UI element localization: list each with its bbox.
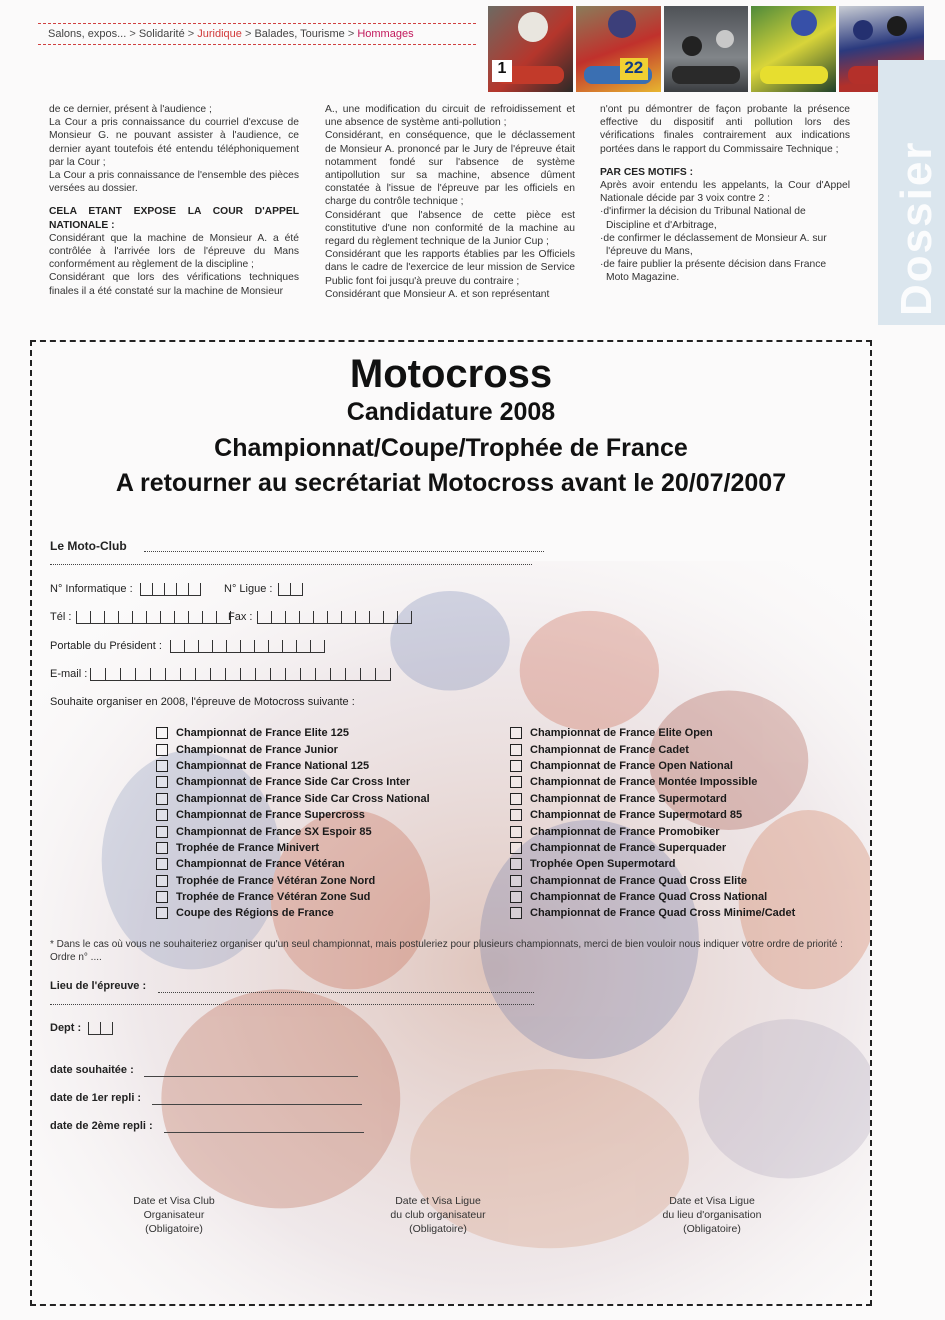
checkbox[interactable]	[510, 809, 522, 821]
num-ligue-field[interactable]	[278, 583, 303, 596]
checkbox[interactable]	[156, 907, 168, 919]
article-paragraph: Considérant que l'absence de cette pièce est constitutive d'une non conformité de la machine au regard du règlement technique de la Junior Cup ;	[325, 209, 575, 248]
option-veteran-nord[interactable]	[156, 873, 430, 889]
article-paragraph: Considérant que lors des vérifications techniques finales il a été constaté sur la machine de Monsieur	[49, 272, 299, 297]
section-side-tab	[878, 60, 945, 325]
checkbox[interactable]	[156, 842, 168, 854]
date-repli2-field[interactable]	[164, 1132, 364, 1133]
photo-strip	[488, 6, 924, 92]
motocross-photo	[488, 6, 573, 92]
portable-president-field[interactable]	[170, 640, 325, 653]
option-junior[interactable]	[156, 741, 430, 757]
num-ligue-label: N° Ligue :	[224, 583, 273, 595]
decision-list	[600, 205, 850, 284]
option-supercross[interactable]	[156, 807, 430, 823]
checkbox[interactable]	[510, 858, 522, 870]
option-veteran-sud[interactable]	[156, 889, 430, 905]
article-heading: CELA ETANT EXPOSE LA COUR D'APPEL NATIONALE :	[49, 206, 299, 231]
article-paragraph: Considérant que Monsieur A. et son représentant	[325, 288, 550, 300]
checkbox[interactable]	[156, 891, 168, 903]
form-title: Motocross	[349, 352, 553, 396]
option-veteran[interactable]	[156, 856, 430, 872]
option-label: Championnat de France National 125	[176, 759, 370, 772]
checkbox[interactable]	[156, 809, 168, 821]
checkbox[interactable]	[156, 793, 168, 805]
race-number-plate: 1	[492, 60, 512, 82]
moto-club-field-line2[interactable]	[50, 564, 532, 565]
option-label: Championnat de France Elite 125	[176, 727, 349, 740]
event-options-left	[156, 725, 430, 922]
lieu-epreuve-label: Lieu de l'épreuve :	[50, 980, 147, 992]
checkbox[interactable]	[510, 727, 522, 739]
option-label: Coupe des Régions de France	[176, 907, 334, 920]
article-column-1	[49, 103, 299, 298]
checkbox[interactable]	[156, 875, 168, 887]
portable-president-label: Portable du Président :	[50, 640, 162, 652]
option-quad-national[interactable]	[510, 889, 795, 905]
signature-line: (Obligatoire)	[683, 1223, 741, 1235]
option-national-125[interactable]	[156, 758, 430, 774]
article-column-2	[325, 103, 575, 301]
date-souhaitee-field[interactable]	[144, 1076, 358, 1077]
checkbox[interactable]	[510, 891, 522, 903]
breadcrumb-separator: >	[244, 28, 252, 40]
signature-line: Date et Visa Club	[133, 1195, 215, 1207]
checkbox[interactable]	[156, 760, 168, 772]
article-paragraph: La Cour a pris connaissance de l'ensemble des pièces versées au dossier.	[49, 170, 299, 195]
breadcrumb-item-hommages[interactable]: Hommages	[357, 28, 414, 40]
checkbox[interactable]	[156, 858, 168, 870]
option-label: Championnat de France Quad Cross National	[530, 891, 768, 904]
checkbox[interactable]	[510, 907, 522, 919]
date-repli1-label: date de 1er repli :	[50, 1092, 142, 1104]
email-label: E-mail :	[50, 668, 88, 680]
option-label: Championnat de France Promobiker	[530, 825, 720, 838]
option-quad-minime-cadet[interactable]	[510, 905, 795, 921]
tel-field[interactable]	[76, 611, 231, 624]
lieu-epreuve-field-line2[interactable]	[50, 1004, 534, 1005]
decision-item: ·d'infirmer la décision du Tribunal National de Discipline et d'Arbitrage,	[600, 206, 806, 231]
checkbox[interactable]	[510, 776, 522, 788]
form-heading-competition: Championnat/Coupe/Trophée de France	[214, 434, 688, 462]
article-heading: PAR CES MOTIFS :	[600, 166, 694, 178]
option-cadet[interactable]	[510, 741, 795, 757]
option-label: Championnat de France Quad Cross Minime/Cadet	[530, 907, 796, 920]
option-minivert[interactable]	[156, 840, 430, 856]
num-informatique-field[interactable]	[140, 583, 201, 596]
option-side-car-national[interactable]	[156, 791, 430, 807]
fax-label: Fax :	[228, 611, 253, 623]
option-label: Trophée de France Vétéran Zone Sud	[176, 891, 371, 904]
option-label: Trophée de France Minivert	[176, 841, 320, 854]
checkbox[interactable]	[156, 744, 168, 756]
dept-label: Dept :	[50, 1022, 82, 1034]
article-paragraph: La Cour a pris connaissance du courriel d'excuse de Monsieur G. ne pouvant assister à l'audience, ce dernier ayant toutefois été entendu téléphoniquement par la Cour ;	[49, 117, 299, 168]
article-paragraph: de ce dernier, présent à l'audience ;	[49, 104, 212, 115]
option-superquader[interactable]	[510, 840, 795, 856]
date-repli1-field[interactable]	[152, 1104, 362, 1105]
option-side-car-inter[interactable]	[156, 774, 430, 790]
motocross-photo	[751, 6, 836, 92]
option-label: Championnat de France Side Car Cross Inter	[176, 776, 411, 789]
dept-field[interactable]	[88, 1022, 113, 1035]
priority-note: * Dans le cas où vous ne souhaiteriez organiser qu'un seul championnat, mais postuleriez pour plusieurs championnats, merci de bien vouloir nous indiquer votre ordre de priorité : Ordre n° ....	[50, 939, 843, 963]
signature-line: du lieu d'organisation	[662, 1209, 762, 1221]
option-elite-125[interactable]	[156, 725, 430, 741]
option-promobiker[interactable]	[510, 823, 795, 839]
breadcrumb-separator: >	[129, 28, 136, 40]
option-label: Trophée Open Supermotard	[530, 858, 676, 871]
checkbox[interactable]	[156, 826, 168, 838]
signature-line: Date et Visa Ligue	[395, 1195, 481, 1207]
breadcrumb	[38, 23, 476, 45]
form-subtitle: Candidature 2008	[346, 398, 556, 426]
signature-ligue-lieu[interactable]	[622, 1194, 802, 1236]
checkbox[interactable]	[510, 760, 522, 772]
road-race-photo	[664, 6, 749, 92]
email-field[interactable]	[90, 668, 391, 681]
checkbox[interactable]	[156, 727, 168, 739]
article-paragraph: Considérant, en conséquence, que le déclassement de Monsieur A. prononcé par le Jury de l'épreuve était notamment fondé sur l'absence de système antipollution sur sa machine, absence dûment constatée à l'issue de l'épreuve par les officiels en charge du contrôle technique ;	[325, 130, 575, 208]
option-supermotard[interactable]	[510, 791, 795, 807]
option-open-supermotard[interactable]	[510, 856, 795, 872]
section-side-tab-label: Dossier	[892, 140, 941, 316]
breadcrumb-item-juridique[interactable]: Juridique	[197, 28, 242, 40]
option-label: Championnat de France Elite Open	[530, 727, 713, 740]
option-label: Championnat de France Junior	[176, 743, 338, 756]
signature-line: Organisateur	[143, 1209, 205, 1221]
option-sx-espoir-85[interactable]	[156, 823, 430, 839]
checkbox[interactable]	[156, 776, 168, 788]
decision-item: ·de faire publier la présente décision dans France Moto Magazine.	[600, 259, 827, 284]
option-label: Championnat de France Montée Impossible	[530, 776, 758, 789]
checkbox[interactable]	[510, 793, 522, 805]
date-repli2-label: date de 2ème repli :	[50, 1120, 153, 1132]
article-paragraph: Considérant que la machine de Monsieur A. a été contrôlée à l'arrivée lors de l'épreuve du Mans conformément au règlement de la discipline ;	[49, 232, 299, 271]
option-montee-impossible[interactable]	[510, 774, 795, 790]
option-label: Championnat de France Side Car Cross National	[176, 792, 430, 805]
option-open-national[interactable]	[510, 758, 795, 774]
option-label: Championnat de France Superquader	[530, 841, 727, 854]
date-souhaitee-label: date souhaitée :	[50, 1064, 134, 1076]
option-label: Championnat de France Vétéran	[176, 858, 345, 871]
option-label: Championnat de France Open National	[530, 759, 733, 772]
option-elite-open[interactable]	[510, 725, 795, 741]
option-label: Championnat de France Quad Cross Elite	[530, 874, 747, 887]
signature-line: (Obligatoire)	[409, 1223, 467, 1235]
fax-field[interactable]	[257, 611, 412, 624]
motocross-photo	[576, 6, 661, 92]
tel-label: Tél :	[50, 611, 72, 623]
lieu-epreuve-field[interactable]	[158, 992, 534, 993]
breadcrumb-separator: >	[187, 28, 195, 40]
article-column-3	[600, 103, 850, 285]
option-label: Championnat de France SX Espoir 85	[176, 825, 372, 838]
num-informatique-label: N° Informatique :	[50, 583, 133, 595]
form-heading-deadline: A retourner au secrétariat Motocross avant le 20/07/2007	[115, 469, 787, 497]
event-options-right	[510, 725, 795, 922]
option-quad-elite[interactable]	[510, 873, 795, 889]
option-coupe-regions[interactable]	[156, 905, 430, 921]
article-paragraph: Après avoir entendu les appelants, la Cour d'Appel Nationale décide par 3 voix contre 2 :	[600, 180, 850, 205]
signature-ligue-club[interactable]	[348, 1194, 528, 1236]
option-label: Championnat de France Supermotard	[530, 792, 727, 805]
breadcrumb-item-balades[interactable]: Balades, Tourisme	[254, 28, 345, 40]
option-label: Championnat de France Supercross	[176, 809, 365, 822]
signature-line: (Obligatoire)	[145, 1223, 203, 1235]
breadcrumb-item-salons[interactable]: Salons, expos...	[48, 28, 127, 40]
breadcrumb-separator: >	[347, 28, 355, 40]
signature-club-organisateur[interactable]	[84, 1194, 264, 1236]
moto-club-field[interactable]	[144, 551, 544, 552]
option-supermotard-85[interactable]	[510, 807, 795, 823]
option-label: Championnat de France Cadet	[530, 743, 689, 756]
checkbox[interactable]	[510, 875, 522, 887]
checkbox[interactable]	[510, 826, 522, 838]
signature-line: du club organisateur	[390, 1209, 486, 1221]
signature-line: Date et Visa Ligue	[669, 1195, 755, 1207]
souhaite-organiser-text: Souhaite organiser en 2008, l'épreuve de Motocross suivante :	[50, 696, 355, 708]
option-label: Championnat de France Supermotard 85	[530, 809, 743, 822]
article-paragraph: A., une modification du circuit de refroidissement et une absence de système anti-pollution ;	[325, 104, 575, 129]
application-form	[30, 340, 872, 1306]
article-paragraph: Considérant que les rapports établies par les Officiels dans le cadre de l'exercice de leur mission de Service Public font foi jusqu'à preuve du contraire ;	[325, 249, 575, 287]
checkbox[interactable]	[510, 744, 522, 756]
race-number-plate: 22	[620, 58, 648, 80]
article-paragraph: n'ont pu démontrer de façon probante la présence effective du dispositif anti pollution lors des vérifications finales contrairement aux indications portées dans le rapport du Commissaire Technique ;	[600, 104, 850, 155]
decision-item: ·de confirmer le déclassement de Monsieur A. sur l'épreuve du Mans,	[600, 232, 827, 258]
checkbox[interactable]	[510, 842, 522, 854]
moto-club-label: Le Moto-Club	[50, 539, 127, 553]
option-label: Trophée de France Vétéran Zone Nord	[176, 874, 376, 887]
breadcrumb-item-solidarite[interactable]: Solidarité	[138, 28, 185, 40]
